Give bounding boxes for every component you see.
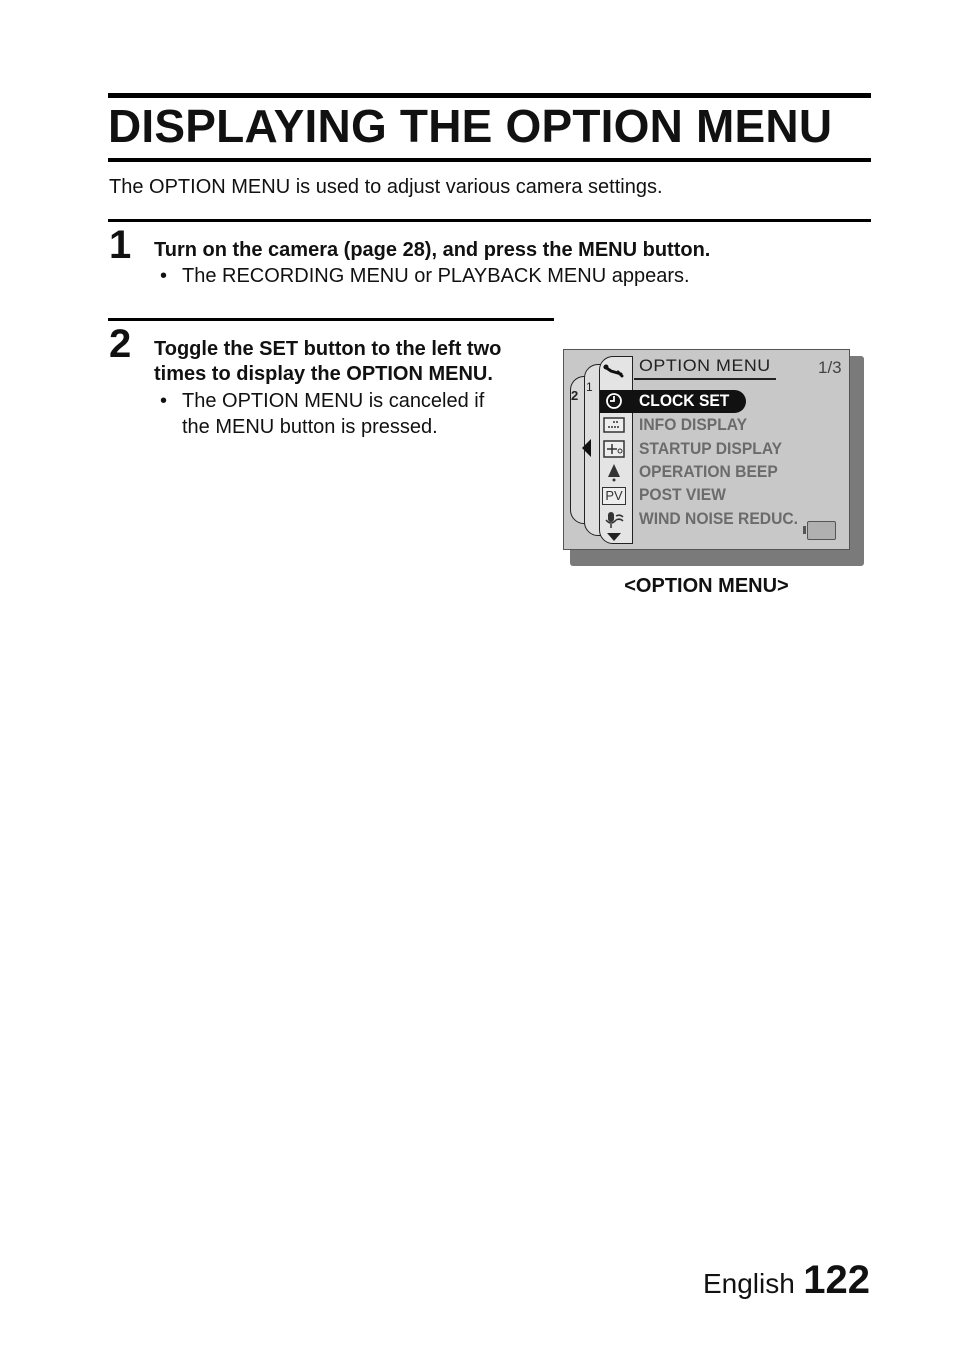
bullet-dot: • (160, 390, 168, 412)
scroll-down-icon (607, 533, 621, 541)
intro-text: The OPTION MENU is used to adjust various camera settings. (109, 176, 663, 198)
tab-label-2: 2 (571, 388, 579, 403)
screen-caption: <OPTION MENU> (624, 575, 789, 597)
step-1-heading: Turn on the camera (page 28), and press the MENU button. (154, 239, 711, 261)
option-menu-screen (563, 349, 850, 550)
step-1-number: 1 (109, 223, 132, 267)
menu-item-info-display[interactable]: INFO DISPLAY (639, 415, 748, 434)
post-view-icon-label: PV (602, 487, 625, 505)
page-title: DISPLAYING THE OPTION MENU (108, 100, 833, 152)
screen-title-underline (634, 378, 776, 380)
step-2-rule (108, 318, 554, 321)
menu-item-wind-noise-reduc[interactable]: WIND NOISE REDUC. (639, 509, 799, 528)
step-2-heading-line-1: Toggle the SET button to the left two (154, 338, 502, 360)
menu-item-operation-beep[interactable]: OPERATION BEEP (639, 462, 778, 481)
step-2-number: 2 (109, 322, 132, 366)
startup-display-icon (601, 439, 627, 459)
step-2-bullet (160, 388, 485, 440)
menu-item-startup-display[interactable]: STARTUP DISPLAY (639, 439, 783, 458)
menu-item-post-view[interactable]: POST VIEW (639, 485, 726, 504)
menu-item-clock-set[interactable]: CLOCK SET (639, 391, 730, 410)
page-number: 122 (803, 1258, 870, 1302)
post-view-icon (601, 486, 627, 506)
step-2-heading-line-2: times to display the OPTION MENU. (154, 363, 493, 385)
step-2-bullet-line-2: the MENU button is pressed. (182, 416, 438, 438)
operation-beep-icon (601, 462, 627, 482)
clock-icon (601, 391, 627, 411)
step-1-rule (108, 219, 871, 222)
info-display-icon (601, 415, 627, 435)
step-1-bullet-text: The RECORDING MENU or PLAYBACK MENU appears. (182, 265, 690, 287)
footer-language: English (702, 1268, 795, 1299)
step-2-bullet-line-1: The OPTION MENU is canceled if (182, 390, 485, 412)
left-arrow-icon (582, 439, 592, 457)
screen-title: OPTION MENU (639, 356, 771, 375)
tab-label-1: 1 (586, 380, 593, 394)
wind-noise-icon (601, 510, 627, 530)
wrench-icon (601, 362, 627, 382)
step-1-bullet (160, 263, 690, 289)
page-indicator: 1/3 (818, 358, 842, 377)
page-footer (703, 1258, 870, 1311)
title-bottom-rule (108, 158, 871, 162)
battery-icon (807, 521, 836, 540)
bullet-dot: • (160, 265, 168, 287)
